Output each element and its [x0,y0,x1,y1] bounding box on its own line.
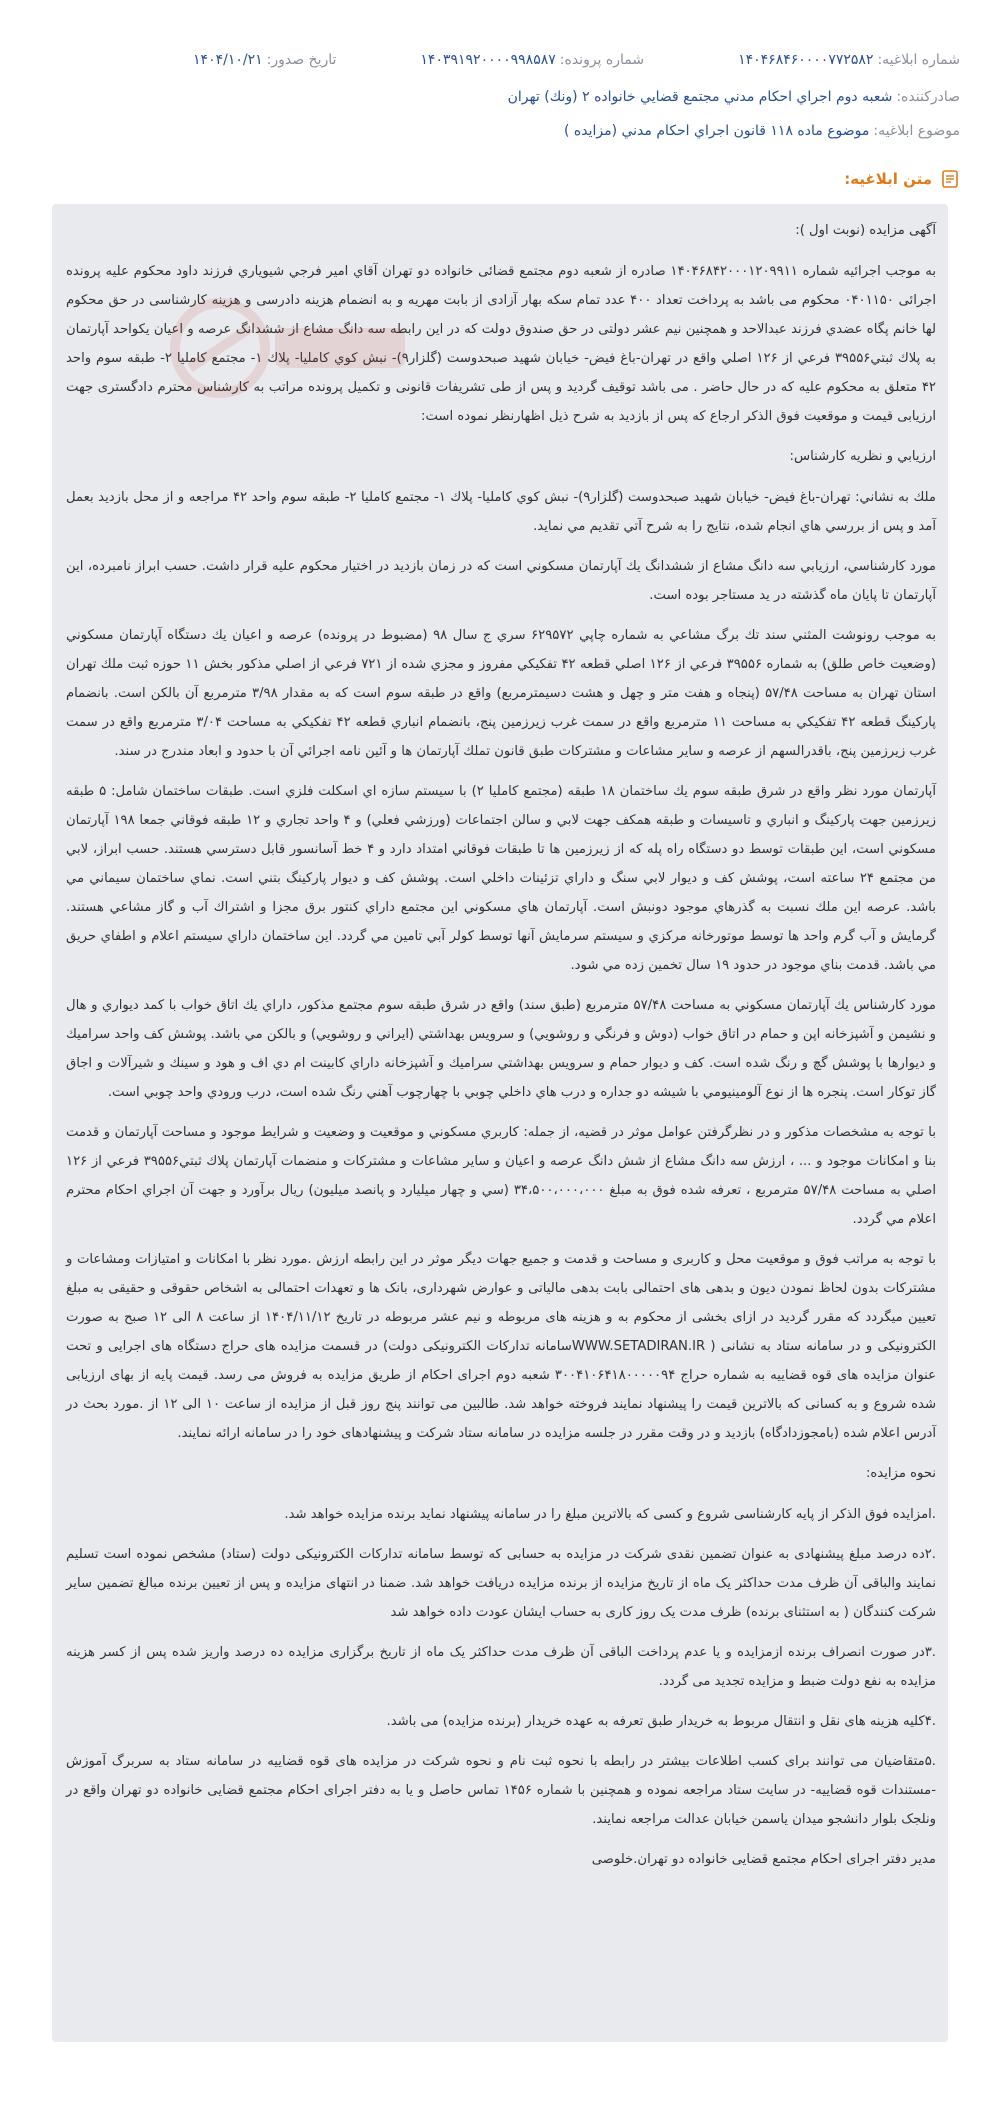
section-title-text: متن ابلاغيه: [844,170,932,188]
notice-number [738,49,960,71]
signature-line: مدیر دفتر اجرای احکام مجتمع قضایی خانواده دو تهران.خلوصی [591,1852,936,1867]
notice-number-label: شماره ابلاغيه: [877,52,960,68]
case-number-label: شماره پرونده: [559,52,645,68]
auction-rule-1: .امزایده فوق الذکر از پایه کارشناسی شروع و کسی که بالاترین مبلغ را در سامانه پیشنهاد نماید برنده مزایده خواهد شد. [284,1507,936,1522]
expert-heading: ارزيابي و نظريه كارشناس: [789,449,936,464]
subject [564,120,960,142]
notice-number-value: ۱۴۰۴۶۸۴۶۰۰۰۰۷۷۲۵۸۲ [738,52,874,68]
paragraph-subject: مورد كارشناسي، ارزيابي سه دانگ مشاع از ششدانگ يك آپارتمان مسكوني است كه در زمان بازديد در اختيار محكوم عليه قرار داشت. حسب ابراز نامبرده، اين آپارتمان تا پايان ماه گذشته در يد مستاجر بوده است. [66,559,936,603]
auction-method-heading: نحوه مزایده: [865,1466,936,1481]
notice-body [52,204,948,2042]
paragraph-valuation: با توجه به مشخصات مذكور و در نظرگرفتن عوامل موثر در قضيه، از جمله: كاربري مسكوني و موقعيت و وضعيت و شرايط موجود و مساحت آپارتمان و قدمت بنا و امكانات موجود و ... ، ارزش سه دانگ مشاع از شش دانگ عرصه و اعيان و ساير مشاعات و مشتركات و منضمات آپارتمان پلاك ثبتي۳۹۵۵۶ فرعي از ۱۲۶ اصلي به مساحت ۵۷/۴۸ مترمربع ، تعرفه شده فوق به مبلغ ۳۴،۵۰۰،۰۰۰،۰۰۰ (سي و چهار ميليارد و پانصد ميليون) ريال برآورد و جهت آن اجراي احكام محترم اعلام مي گردد. [66,1125,936,1227]
paragraph-address: ملك به نشاني: تهران-باغ فيض- خيابان شهيد صبحدوست (گلزار۹)- نبش كوي كامليا- پلاك ۱- مجتمع كامليا ۲- طبقه سوم واحد ۴۲ مراجعه و از محل بازديد بعمل آمد و پس از بررسي هاي انجام شده، نتايج را به شرح آتي تقديم مي نمايد. [66,490,936,534]
subject-value: موضوع ماده ۱۱۸ قانون اجراي احكام مدني (مزايده ) [563,123,870,139]
case-number-value: ۱۴۰۳۹۱۹۲۰۰۰۰۹۹۸۵۸۷ [420,52,556,68]
issue-date-value: ۱۴۰۴/۱۰/۲۱ [193,52,263,68]
paragraph-auction: با توجه به مراتب فوق و موقعیت محل و کاربری و مساحت و قدمت و جمیع جهات دیگر موثر در این رابطه ارزش .مورد نظر با امکانات و امتیازات ومشاعات و مشترکات بدون لحاظ نمودن دیون و بدهی های احتمالی بابت بدهی مالیاتی و عوارض شهرداری، بانک ها و تعهدات احتمالی به اشخاص حقوقی و حقیقی به مبلغ تعیین میگردد که مقرر گردید در ازای بخشی از محکوم به و هزینه های مربوطه و نیم عشر مربوطه در تاریخ ۱۴۰۴/۱۱/۱۲ از ساعت ۸ الی ۱۲ صبح به صورت الکترونیکی و در سامانه ستاد به نشانی ( WWW.SETADIRAN.IRسامانه تدارکات الکترونیکی دولت) در قسمت مزایده های حراج دستگاه های اجرایی و تحت عنوان مزایده های قوه قضاییه به شماره حراج ۳۰۰۴۱۰۶۴۱۸۰۰۰۰۰۹۴ شعبه دوم اجرای احکام از طریق مزایده به فروش می رسد. قیمت پایه از بهای ارزیابی شده شروع و به کسانی که بالاترین قیمت را پیشنهاد نمایند فروخته خواهد شد. طالبین می توانند پنج روز قبل از مزایده از ساعت ۱۰ الی ۱۲ از .مورد بحث در آدرس اعلام شده (بامجوزدادگاه) بازدید و در وقت مقرر در جلسه مزایده در سامانه ستاد شرکت و پیشنهادهای خود را در سامانه ارائه نمایند. [66,1252,937,1441]
auction-rule-5: .۵متقاضیان می توانند برای کسب اطلاعات بیشتر در رابطه با نحوه ثبت نام و نحوه شرکت در مزایده های قوه قضاییه در سامانه ستاد به سربرگ آموزش -مستندات قوه قضاییه- در سایت ستاد مراجعه نموده و همچنین با شماره ۱۴۵۶ تماس حاصل و یا به دفتر اجرای احکام مجتمع قضایی خانواده دو تهران واقع در ونلجک بلوار دانشجو میدان یاسمن خیابان عدالت مراجعه نمایند. [66,1754,936,1827]
paragraph-building: آپارتمان مورد نظر واقع در شرق طبقه سوم يك ساختمان ۱۸ طبقه (مجتمع كامليا ۲) با سيستم سازه اي اسكلت فلزي است. طبقات ساختمان شامل: ۵ طبقه زيرزمين جهت پاركينگ و انباري و تاسيسات و طبقه همكف جهت لابي و سالن اجتماعات (ورزشي فعلي) و ۴ واحد تجاري و ۱۲ طبقه فوقاني جمعا ۱۹۸ آپارتمان مسكوني است، اين طبقات توسط دو دستگاه راه پله كه از زيرزمين ها تا طبقات فوقاني امتداد دارد و ۴ خط آسانسور قابل دسترسي هستند. حسب ابراز، لابي من مجتمع ۲۴ ساعته است، پوشش كف و ديوار لابي سنگ و داراي تزئينات داخلي است. پوشش كف و ديوار پاركينگ بتني است. نماي ساختمان سيماني مي باشد. عرصه اين ملك نسبت به گذرهاي موجود دونبش است. آپارتمان هاي مسكوني اين مجتمع داراي كنتور برق مجزا و اشتراك آب و گاز مشاعي هستند. گرمايش و آب گرم واحد ها توسط موتورخانه مركزي و سيستم سرمايش آنها توسط كولر آبي تامين مي گردد. اين ساختمان داراي سيستم اعلام و اطفاي حريق مي باشد. قدمت بناي موجود در حدود ۱۹ سال تخمين زده مي شود. [66,784,936,973]
issuer-value: شعبه دوم اجراي احكام مدني مجتمع قضايي خانواده ۲ (ونك) تهران [507,89,893,105]
notice-meta-row [40,49,960,71]
subject-row [40,120,960,142]
issuer [508,86,960,108]
document-icon [940,169,960,189]
case-number [420,49,644,71]
paragraph-unit: مورد كارشناس يك آپارتمان مسكوني به مساحت ۵۷/۴۸ مترمربع (طبق سند) واقع در شرق طبقه سوم مجتمع مذكور، داراي يك اتاق خواب با كمد ديواري و هال و نشيمن و آشپزخانه اپن و حمام در اتاق خواب (دوش و فرنگي و روشويي) و سرويس بهداشتي (ايراني و روشويي) و بالكن مي باشد. پوشش كف واحد سراميك و ديوارها با پوشش گچ و رنگ شده است. كف و ديوار حمام و سرويس بهداشتي سراميك و آشپزخانه داراي كابينت ام دي اف و هود و سينك و شيرآلات و اجاق گاز توكار است. پنجره ها از نوع آلومينيومي با شيشه دو جداره و درب هاي داخلي چوبي با چهارچوب آهني رنگ شده است، درب ورودي واحد چوبي است. [66,998,936,1100]
paragraph-execution: به موجب اجرائیه شماره ۱۴۰۴۶۸۴۲۰۰۰۱۲۰۹۹۱۱ صادره از شعبه دوم مجتمع قضائی خانواده دو تهران آقاي امير فرجي شيوياري فرزند داود محکوم علیه پرونده اجرائی ۰۴۰۱۱۵۰ محکوم می باشد به پرداخت تعداد ۴۰۰ عدد تمام سکه بهار آزادی از بابت مهریه و به انضمام هزینه دادرسی و هزینه کارشناسی در حق محکوم لها خانم پگاه عضدي فرزند عبدالاحد و همچنین نیم عشر دولتی در حق صندوق دولت که در این رابطه سه دانگ مشاع از ششدانگ عرصه و اعيان يكواحد آپارتمان به پلاك ثبتي۳۹۵۵۶ فرعي از ۱۲۶ اصلي واقع در تهران-باغ فيض- خيابان شهيد صبحدوست (گلزار۹)- نبش كوي كامليا- پلاك ۱- مجتمع كامليا ۲- طبقه سوم واحد ۴۲ متعلق به محکوم علیه که در حال حاضر . می باشد توقیف گردید و پس از طی تشریفات قانونی و تکمیل پرونده مراتب به کارشناس محترم دادگستری جهت ارزیابی قیمت و موقعیت فوق الذکر ارجاع که پس از بازدید به شرح ذیل اظهارنظر نموده است: [66,264,937,424]
auction-rule-2: .۲ده درصد مبلغ پیشنهادی به عنوان تضمین نقدی شرکت در مزایده به حسابی که توسط سامانه تدارکات الکترونیکی دولت (ستاد) مشخص نموده است تسلیم نمایند والباقی آن ظرف مدت حداکثر یک ماه از تاریخ مزایده از برنده مزایده دریافت خواهد شد. ضمنا در انتهای مزایده و پس از تعیین برنده مبالغ تضمین سایر شرکت کنندگان ( به استثنای برنده) ظرف مدت یک روز کاری به حساب ایشان عودت داده خواهد شد [66,1547,936,1620]
issue-date-label: تاريخ صدور: [266,52,337,68]
notice-heading: آگهی مزایده (نوبت اول ): [795,223,936,238]
issuer-label: صادرکننده: [896,89,960,105]
paragraph-deed: به موجب رونوشت المثني سند تك برگ مشاعي به شماره چاپي ۶۲۹۵۷۲ سري ج سال ۹۸ (مضبوط در پرونده) عرصه و اعيان يك دستگاه آپارتمان مسكوني (وضعيت خاص طلق) به شماره ۳۹۵۵۶ فرعي از ۱۲۶ اصلي قطعه ۴۲ تفكيكي مفروز و مجزي شده از ۷۲۱ فرعي از اصلي مذكور بخش ۱۱ حوزه ثبت ملك تهران استان تهران به مساحت ۵۷/۴۸ (پنجاه و هفت متر و چهل و هشت دسيمترمربع) واقع در طبقه سوم است كه به مقدار ۳/۹۸ مترمربع آن بالكن است. بانضمام پاركينگ قطعه ۴۲ تفكيكي به مساحت ۱۱ مترمربع واقع در سمت غرب زيرزمين پنج، بانضمام انباري قطعه ۴۲ تفكيكي به مساحت ۳/۰۴ مترمربع واقع در سمت غرب زيرزمين پنج، باقدرالسهم از عرصه و ساير مشاعات و مشتركات طبق قانون تملك آپارتمان ها و آئين نامه اجرائي آن با حدود و ابعاد مندرج در سند. [66,628,937,759]
issue-date [193,49,336,71]
auction-rule-3: .۳در صورت انصراف برنده ازمزایده و یا عدم پرداخت الباقی آن ظرف مدت حداکثر یک ماه از تاریخ برگزاری مزایده ده درصد واریز شده پس از کسر هزینه مزایده به نفع دولت ضبط و مزایده تجدید می گردد. [66,1645,936,1689]
subject-label: موضوع ابلاغيه: [873,123,960,139]
issuer-row [40,86,960,108]
section-title [844,169,960,189]
auction-rule-4: .۴کلیه هزینه های نقل و انتقال مربوط به خریدار طبق تعرفه به عهده خریدار (برنده مزایده) می باشد. [386,1714,936,1729]
